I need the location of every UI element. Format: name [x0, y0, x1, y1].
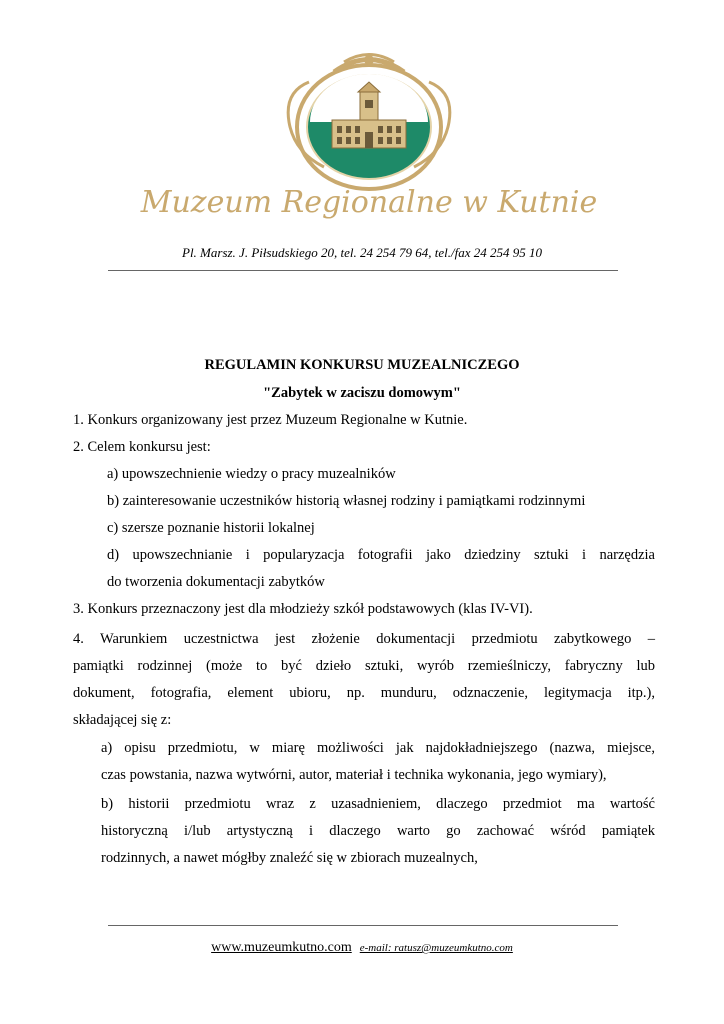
point-2d-line2: do tworzenia dokumentacji zabytków: [107, 574, 325, 590]
point-2: 2. Celem konkursu jest:: [73, 439, 211, 455]
point-4b-line2: historyczną i/lub artystyczną i dlaczego warto go zachować wśród pamiątek: [101, 823, 655, 839]
document-subtitle: "Zabytek w zaciszu domowym": [263, 385, 461, 401]
point-4-line3: dokument, fotografia, element ubioru, np. munduru, odznaczenie, legitymacja itp.),: [73, 685, 655, 701]
museum-logo: [140, 52, 598, 232]
footer-divider: [108, 925, 618, 926]
point-1: 1. Konkurs organizowany jest przez Muzeum Regionalne w Kutnie.: [73, 412, 468, 428]
point-4a-line1: a) opisu przedmiotu, w miarę możliwości jak najdokładniejszego (nazwa, miejsce,: [101, 740, 655, 756]
footer: [0, 938, 724, 956]
point-2a: a) upowszechnienie wiedzy o pracy muzealników: [107, 466, 396, 482]
point-4b-line1: b) historii przedmiotu wraz z uzasadnieniem, dlaczego przedmiot ma wartość: [101, 796, 655, 812]
address-line: Pl. Marsz. J. Piłsudskiego 20, tel. 24 254 79 64, tel./fax 24 254 95 10: [182, 245, 542, 260]
document-title: REGULAMIN KONKURSU MUZEALNICZEGO: [204, 357, 520, 373]
logo-script-text: Muzeum Regionalne w Kutnie: [140, 185, 598, 220]
point-4a-line2: czas powstania, nazwa wytwórni, autor, materiał i technika wykonania, jego wymiary),: [101, 767, 607, 783]
point-4-line1: 4. Warunkiem uczestnictwa jest złożenie dokumentacji przedmiotu zabytkowego –: [73, 631, 655, 647]
website-link[interactable]: www.muzeumkutno.com: [211, 940, 352, 955]
point-4-line4: składającej się z:: [73, 712, 172, 728]
point-2c: c) szersze poznanie historii lokalnej: [107, 520, 315, 536]
email-link[interactable]: e-mail: ratusz@muzeumkutno.com: [359, 942, 513, 954]
point-4-line2: pamiątki rodzinnej (może to być dzieło sztuki, wyrób rzemieślniczy, fabryczny lub: [73, 658, 655, 674]
point-3: 3. Konkurs przeznaczony jest dla młodzieży szkół podstawowych (klas IV-VI).: [73, 601, 533, 617]
point-2d-line1: d) upowszechnianie i popularyzacja fotografii jako dziedziny sztuki i narzędzia: [107, 547, 655, 563]
header-divider: [108, 270, 618, 271]
point-4b-line3: rodzinnych, a nawet mógłby znaleźć się w zbiorach muzealnych,: [101, 850, 478, 866]
point-2b: b) zainteresowanie uczestników historią własnej rodziny i pamiątkami rodzinnymi: [107, 493, 586, 509]
